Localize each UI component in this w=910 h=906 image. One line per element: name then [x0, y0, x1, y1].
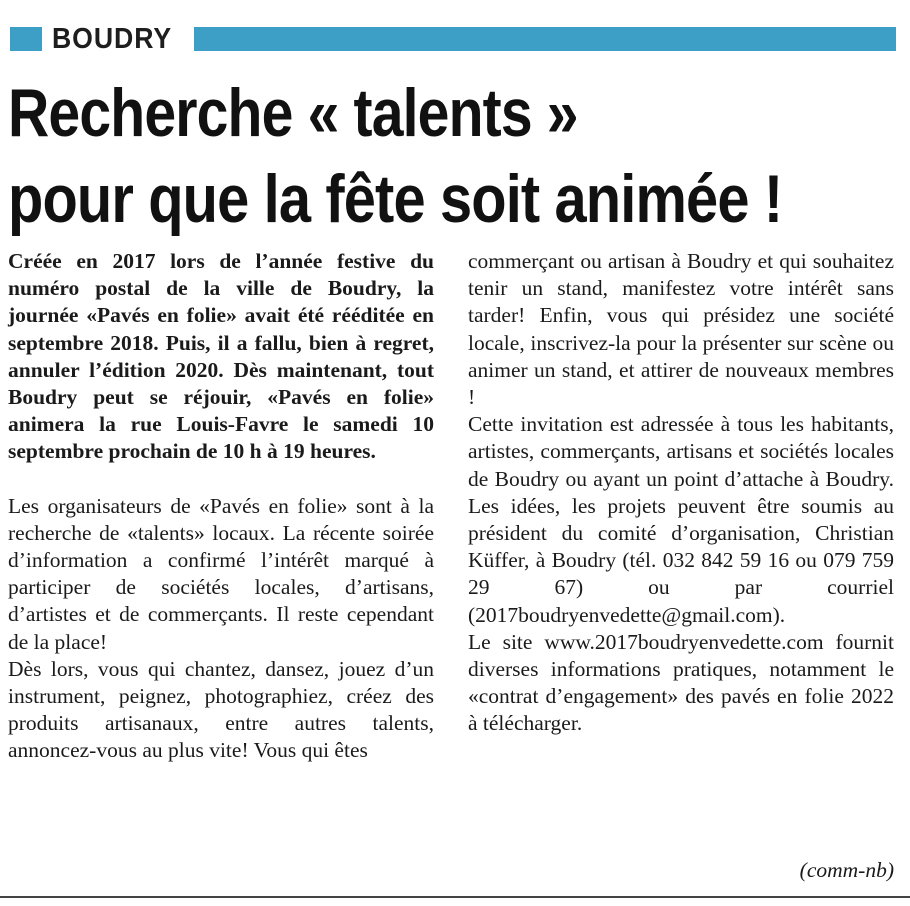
section-name: BOUDRY: [52, 23, 173, 55]
paragraph-gap: [8, 466, 434, 493]
bottom-rule: [0, 896, 910, 898]
headline-line-2: pour que la fête soit animée !: [8, 161, 783, 237]
section-marker: [10, 27, 42, 51]
author-signature: (comm-nb): [799, 858, 894, 882]
headline-line-1: Recherche « talents »: [8, 75, 578, 151]
section-rule: [194, 27, 896, 51]
body-paragraph-1: Les organisateurs de «Pavés en folie» sont à la recherche de «talents» locaux. La récente soirée d’information a confirmé l’intérêt marqué à participer de sociétés locales, d’artisans, d’artistes et de commerçants. Il reste cependant de la place!: [8, 493, 434, 654]
article-column-right: [468, 248, 894, 738]
headline: [8, 70, 908, 242]
body-paragraph-3: commerçant ou artisan à Boudry et qui souhaitez tenir un stand, manifestez votre intérêt sans tarder! Enfin, vous qui présidez une société locale, inscrivez-la pour la présenter sur scène ou animer un stand, et attirer de nouveaux membres !: [468, 249, 894, 410]
body-paragraph-4: Cette invitation est adressée à tous les habitants, artistes, commerçants, artisans et sociétés locales de Boudry ou ayant un point d’attache à Boudry. Les idées, les projets peuvent être soumis au président du comité d’organisation, Christian Küffer, à Boudry (tél. 032 842 59 16 ou 079 759 29 67) ou par courriel (2017boudryenvedette@gmail.com).: [468, 412, 894, 627]
article-column-left: [8, 248, 434, 765]
lead-paragraph: Créée en 2017 lors de l’année festive du numéro postal de la ville de Boudry, la journée «Pavés en folie» avait été rééditée en septembre 2018. Puis, il a fallu, bien à regret, annuler l’édition 2020. Dès maintenant, tout Boudry peut se réjouir, «Pavés en folie» animera la rue Louis-Favre le samedi 10 septembre prochain de 10 h à 19 heures.: [8, 249, 434, 464]
section-header: [10, 22, 896, 56]
body-paragraph-5: Le site www.2017boudryenvedette.com fournit diverses informations pratiques, notamment le «contrat d’engagement» des pavés en folie 2022 à télécharger.: [468, 629, 894, 736]
body-paragraph-2: Dès lors, vous qui chantez, dansez, jouez d’un instrument, peignez, photographiez, créez des produits artisanaux, entre autres talents, annoncez-vous au plus vite! Vous qui êtes: [8, 656, 434, 763]
